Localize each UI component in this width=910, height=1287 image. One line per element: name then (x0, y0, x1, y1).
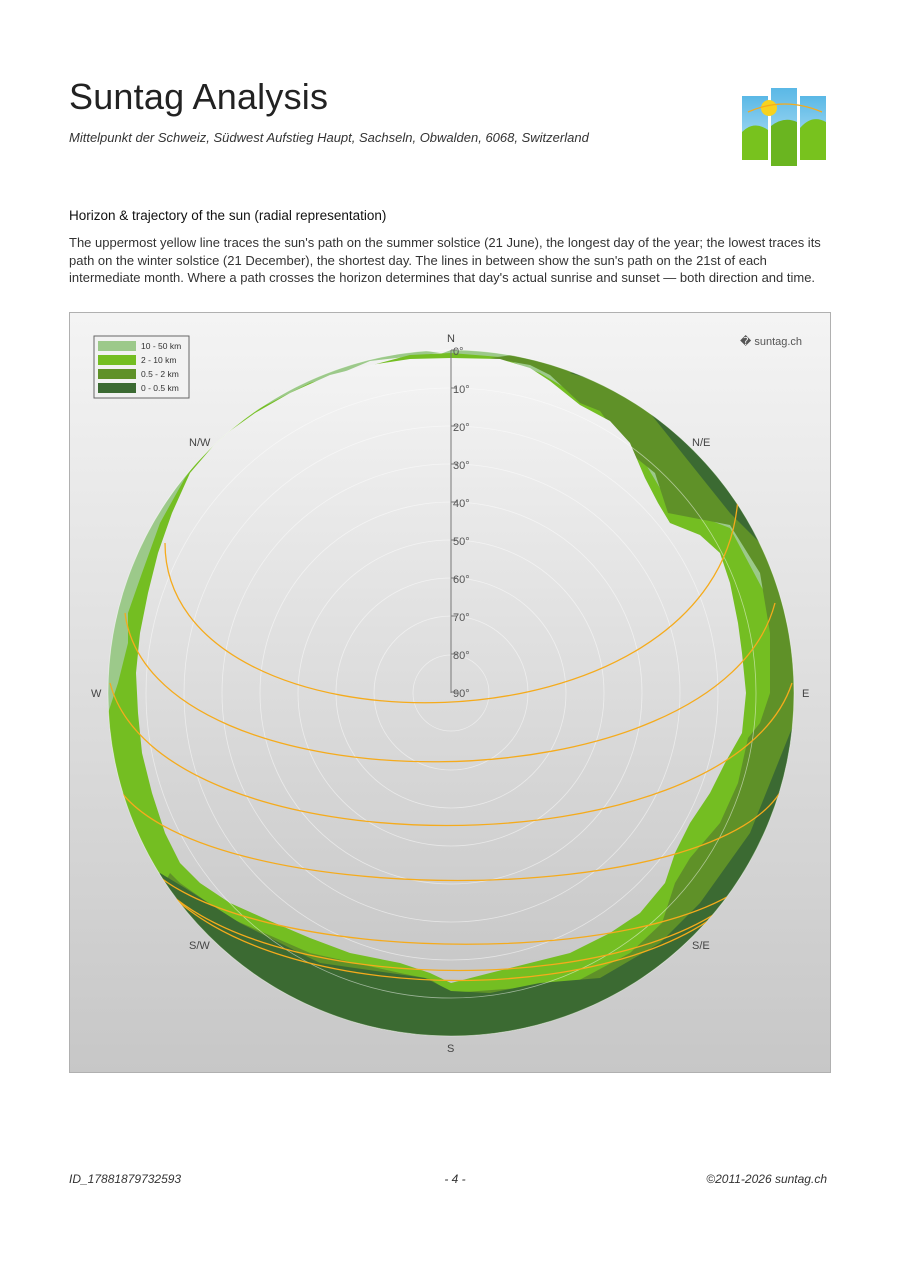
altitude-label-70: 70° (453, 612, 470, 624)
altitude-label-40: 40° (453, 498, 470, 510)
altitude-label-90: 90° (453, 688, 470, 700)
direction-ne: N/E (692, 437, 711, 449)
svg-text:0.5 - 2 km: 0.5 - 2 km (141, 369, 179, 379)
altitude-label-0: 0° (453, 346, 464, 358)
sun-path-svg (70, 313, 830, 1072)
svg-text:0 - 0.5 km: 0 - 0.5 km (141, 383, 179, 393)
location-subtitle: Mittelpunkt der Schweiz, Südwest Aufstieg Haupt, Sachseln, Obwalden, 6068, Switzerland (69, 130, 589, 145)
direction-nw: N/W (189, 437, 211, 449)
legend (94, 336, 189, 398)
page-number: - 4 - (444, 1172, 466, 1186)
suntag-logo (740, 86, 828, 168)
direction-w: W (91, 688, 102, 700)
direction-n: N (447, 333, 455, 345)
altitude-label-10: 10° (453, 384, 470, 396)
direction-se: S/E (692, 940, 710, 952)
altitude-label-30: 30° (453, 460, 470, 472)
section-title: Horizon & trajectory of the sun (radial representation) (69, 208, 387, 223)
copyright: ©2011-2026 suntag.ch (706, 1172, 827, 1186)
altitude-label-60: 60° (453, 574, 470, 586)
svg-text:2 - 10 km: 2 - 10 km (141, 355, 177, 365)
direction-s: S (447, 1043, 455, 1055)
document-id: ID_17881879732593 (69, 1172, 182, 1186)
section-description: The uppermost yellow line traces the sun's path on the summer solstice (21 June), the longest day of the year; the lowest traces its path on the winter solstice (21 December), the shortest day. The lines in between show the sun's path on the 21st of each intermediate month. Where a path crosses the horizon determines that day's actual sunrise and sunset — both direction and time. (69, 235, 821, 285)
page-title: Suntag Analysis (69, 76, 329, 117)
suntag-watermark: � suntag.ch (740, 336, 803, 348)
altitude-label-50: 50° (453, 536, 470, 548)
sun-path-chart (69, 312, 831, 1073)
altitude-label-20: 20° (453, 422, 470, 434)
direction-sw: S/W (189, 940, 210, 952)
direction-e: E (802, 688, 810, 700)
altitude-label-80: 80° (453, 650, 470, 662)
svg-text:10 - 50 km: 10 - 50 km (141, 341, 182, 351)
